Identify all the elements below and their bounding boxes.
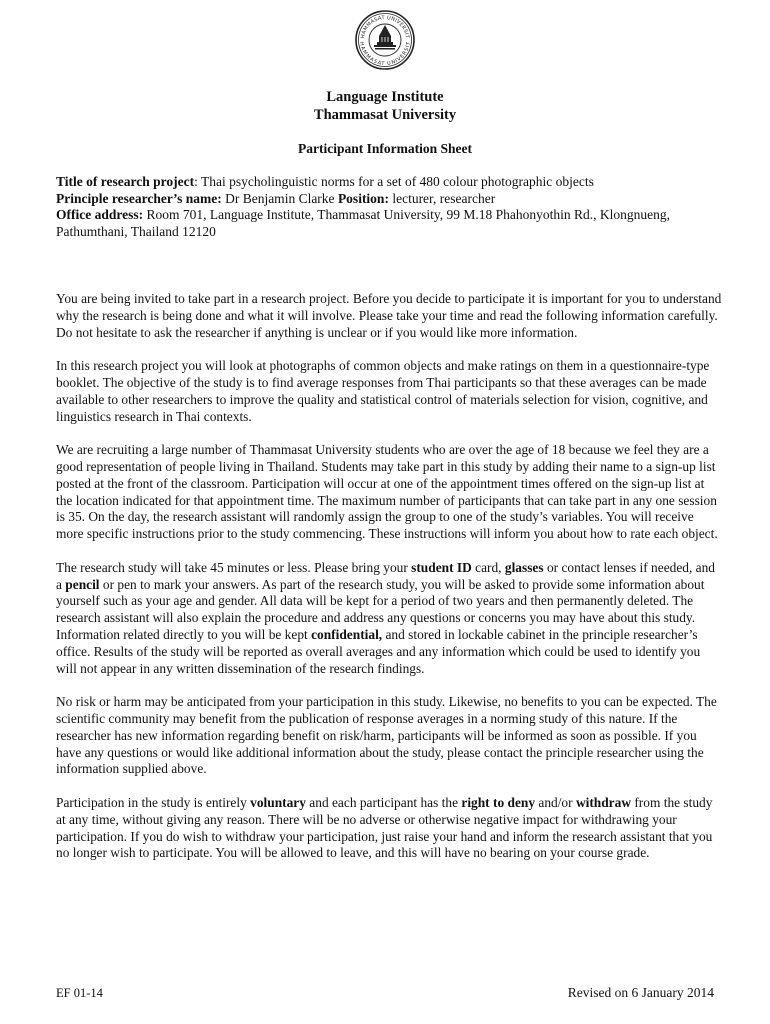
revision-date: Revised on 6 January 2014	[567, 985, 714, 1000]
paragraph-invitation: You are being invited to take part in a research project. Before you decide to participate it is important for you to understand why the research is being done and what it will involve. Please take your time and read the following information carefully. Do not hesitate to ask the researcher if anything is unclear or if you would like more information.	[56, 291, 722, 340]
position-value: lecturer, researcher	[388, 190, 496, 206]
researcher-line	[56, 191, 726, 208]
procedure-text: The research study will take 45 minutes or less. Please bring your	[56, 559, 412, 575]
confidential-emphasis: confidential,	[311, 626, 383, 642]
project-title-value: : Thai psycholinguistic norms for a set of 480 colour photographic objects	[194, 174, 594, 189]
glasses-emphasis: glasses	[504, 559, 544, 575]
seal-top-text: HAMMASAT UNIVERSIT	[360, 14, 410, 39]
pencil-emphasis: pencil	[65, 576, 100, 592]
office-address-line	[56, 207, 726, 240]
paragraph-objective: In this research project you will look at photographs of common objects and make ratings on them in a questionnaire-type booklet. The objective of the study is to find average responses from Thai participants so that these averages can be made available to other researchers to improve the quality and statistical control of materials selection for vision, cognitive, and linguistics research in Thai contexts.	[56, 358, 710, 424]
form-code: EF 01-14	[56, 986, 103, 1000]
information-body	[56, 291, 722, 879]
position-label: Position:	[337, 190, 389, 206]
letterhead	[0, 88, 770, 124]
researcher-name: Dr Benjamin Clarke	[221, 190, 338, 206]
paragraph-procedure	[56, 560, 722, 678]
university-seal-icon	[355, 10, 415, 70]
right-to-deny-emphasis: right to deny	[461, 794, 536, 810]
university-name: Thammasat University	[313, 107, 457, 123]
withdraw-emphasis: withdraw	[575, 794, 631, 810]
procedure-text: and stored in lockable cabinet in the principle researcher’s office. Results of the study will be reported as overall averages and any information which could be used to identify you will not appear in any written dissemination of the research findings.	[56, 626, 701, 676]
seal-bottom-text: HAMMASAT UNIVERSIT	[358, 41, 412, 68]
sheet-title: Participant Information Sheet	[298, 141, 472, 156]
procedure-text: card,	[471, 559, 505, 575]
office-value: Room 701, Language Institute, Thammasat University, 99 M.18 Phahonyothin Rd., Klongnueng, Pathumthani, Thailand 12120	[56, 207, 670, 239]
project-title-line	[56, 174, 726, 191]
voluntary-emphasis: voluntary	[250, 794, 306, 810]
voluntary-text: from the study at any time, without giving any reason. There will be no adverse or otherwise negative impact for withdrawing your participation. If you do wish to withdraw your participation, just raise your hand and inform the research assistant that you no longer wish to participate. You will be allowed to leave, and this will have no bearing on your course grade.	[56, 794, 713, 861]
project-details	[56, 174, 726, 240]
office-label: Office address:	[56, 207, 144, 223]
paragraph-risks: No risk or harm may be anticipated from your participation in this study. Likewise, no benefits to you can be expected. The scientific community may benefit from the publication of response averages in a norming study of this nature. If the researcher has new information regarding benefit on risk/harm, participants will be informed as soon as possible. If you have any questions or would like additional information about the study, please contact the principle researcher using the information supplied above.	[56, 694, 717, 777]
voluntary-text: and each participant has the	[305, 794, 462, 810]
procedure-text: or pen to mark your answers. As part of the research study, you will be asked to provide some information about yourself such as your age and gender. All data will be kept for a period of two years and then permanently deleted. The research assistant will also explain the procedure and address any questions or concerns you may have about this study. Information related directly to you will be kept	[56, 576, 705, 642]
voluntary-text: and/or	[535, 794, 576, 810]
student-id-emphasis: student ID	[411, 559, 472, 575]
institute-name: Language Institute	[326, 89, 444, 105]
project-title-label: Title of research project	[56, 174, 195, 189]
procedure-text: or contact lenses if needed, and a	[56, 559, 715, 592]
researcher-label: Principle researcher’s name:	[56, 190, 222, 206]
paragraph-voluntary	[56, 795, 722, 862]
paragraph-recruitment: We are recruiting a large number of Thammasat University students who are over the age of 18 because we feel they are a good representation of people living in Thailand. Students may take part in this study by adding their name to a sign-up list posted at the front of the classroom. Participation will occur at one of the appointment times offered on the sign-up list at the location indicated for that appointment time. The maximum number of participants that can take part in any one session is 35. On the day, the research assistant will randomly assign the group to one of the study’s variables. You will receive more specific instructions prior to the study commencing. These instructions will inform you about how to rate each object.	[56, 442, 718, 542]
voluntary-text: Participation in the study is entirely	[56, 794, 251, 810]
